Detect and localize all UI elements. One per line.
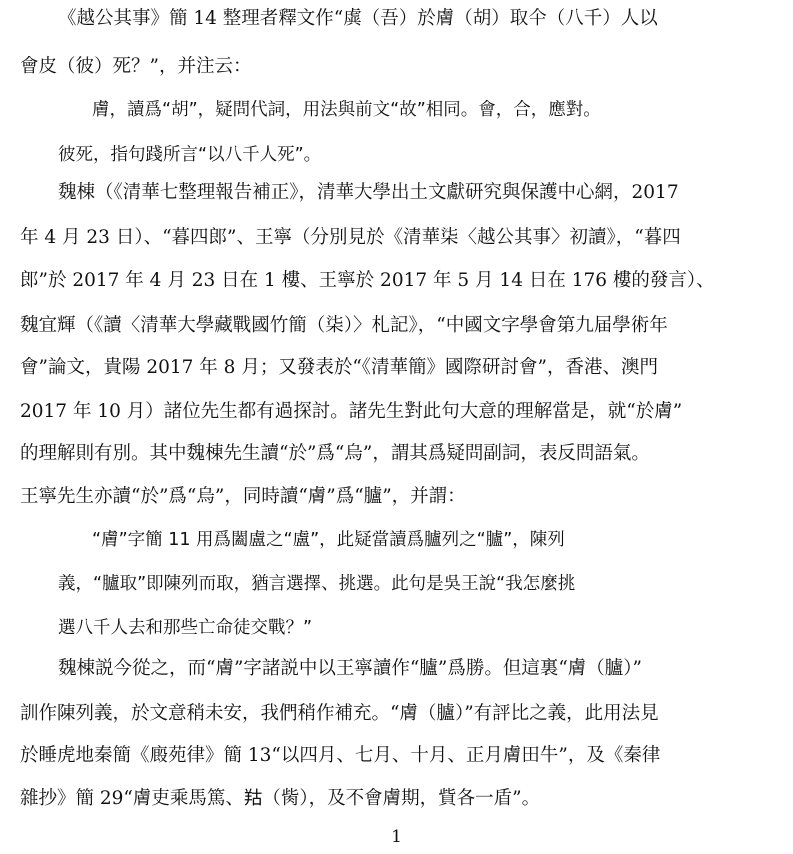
paragraph-line: 魏宜輝（《讀〈清華大學藏戰國竹簡（柒）〉札記》，“中國文字學會第九届學術年 [20,315,668,336]
paragraph-line: 2017 年 10 月）諸位先生都有過探討。諸先生對此句大意的理解當是，就“於膚” [20,401,683,422]
page-number: 1 [391,827,402,847]
paragraph-line: 雜抄》簡 29“膚吏乘馬篤、𦍩（胔），及不會膚期，貲各一盾”。 [20,788,541,809]
paragraph-line: 郎”於 2017 年 4 月 23 日在 1 樓、王寧於 2017 年 5 月 14 日在 176 樓的發言）、 [20,270,715,291]
paragraph-line: 會皮（彼）死？”，并注云： [20,56,252,77]
block-quote-line: 選八千人去和那些亡命徒交戰？” [58,618,313,638]
block-quote-line: 義，“臚取”即陳列而取，猶言選擇、挑選。此句是吳王說“我怎麼挑 [58,574,576,594]
paragraph-line: 的理解則有別。其中魏棟先生讀“於”爲“烏”，謂其爲疑問副詞，表反問語氣。 [20,443,650,464]
paragraph-line: 訓作陳列義，於文意稍未安，我們稍作補充。“膚（臚）”有評比之義，此用法見 [20,703,659,724]
paragraph-line: 年 4 月 23 日）、“暮四郎”、王寧（分別見於《清華柒〈越公其事〉初讀》，“暮四 [20,227,681,248]
block-quote-line: “膚”字簡 11 用爲闔盧之“盧”，此疑當讀爲臚列之“臚”，陳列 [92,530,565,550]
paragraph-line: 《越公其事》簡 14 整理者釋文作“虡（吾）於膚（胡）取仐（八千）人以 [58,8,658,29]
paragraph-line: 魏棟（《清華七整理報告補正》，清華大學出土文獻研究與保護中心網，2017 [58,182,679,203]
paragraph-line: 王寧先生亦讀“於”爲“烏”，同時讀“膚”爲“臚”，并謂： [20,486,466,507]
block-quote-line: 膚，讀爲“胡”，疑問代詞，用法與前文“故”相同。會，合，應對。 [92,100,601,120]
block-quote-line: 彼死，指句踐所言“以八千人死”。 [58,145,322,165]
paragraph-line: 魏棟説今從之，而“膚”字諸説中以王寧讀作“臚”爲勝。但這裏“膚（臚）” [58,658,642,679]
paragraph-line: 會”論文，貴陽 2017 年 8 月；又發表於“《清華簡》國際研討會”，香港、澳門 [20,357,658,378]
paragraph-line: 於睡虎地秦簡《廄苑律》簡 13“以四月、七月、十月、正月膚田牛”，及《秦律 [20,745,661,766]
